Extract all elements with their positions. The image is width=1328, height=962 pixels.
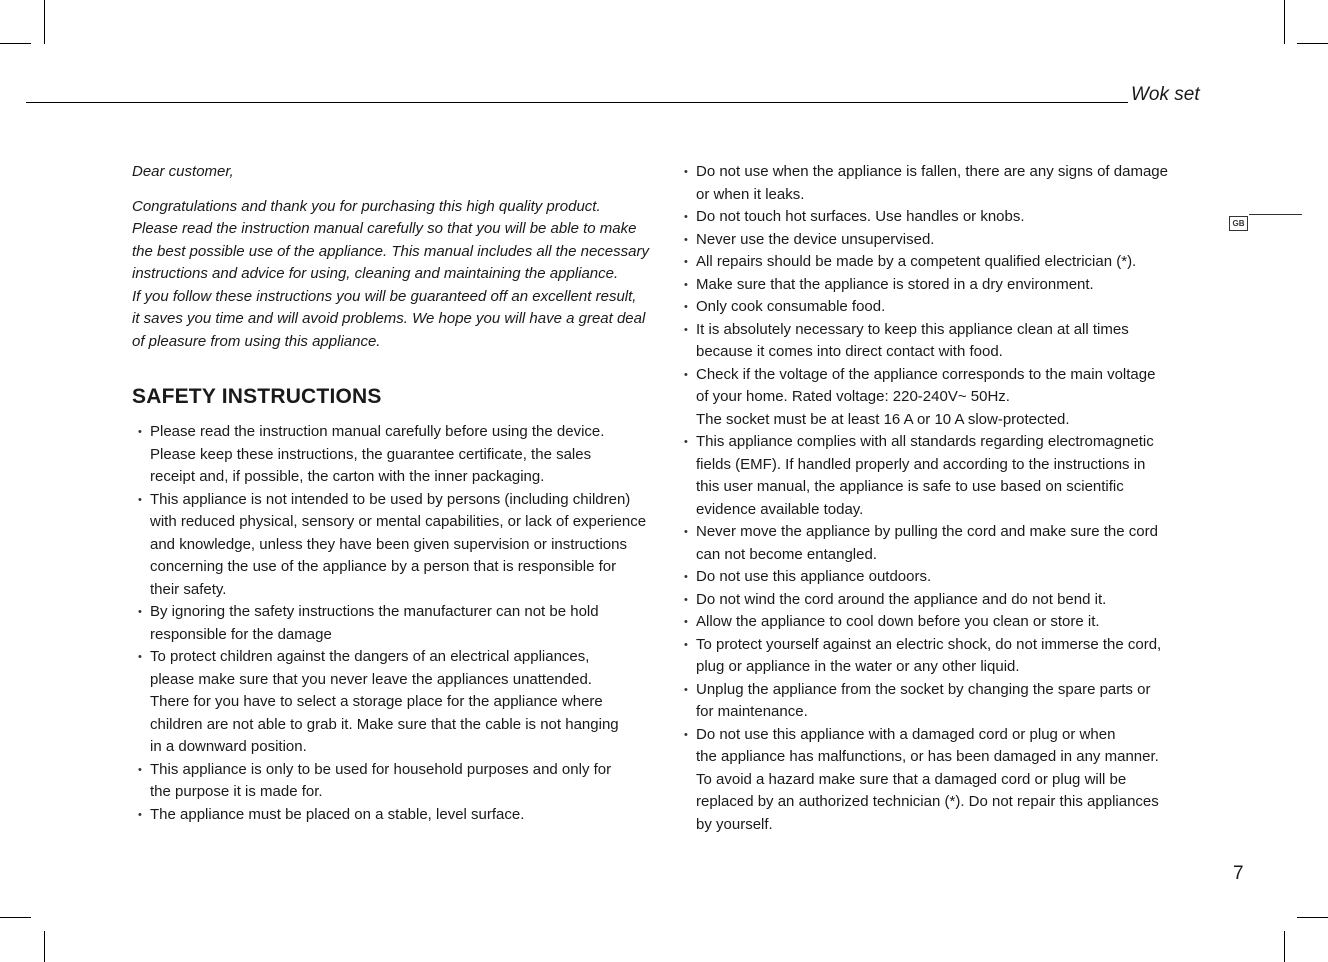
instruction-line: and knowledge, unless they have been given supervision or instructions bbox=[150, 535, 627, 553]
intro-line: of pleasure from using this appliance. bbox=[132, 332, 381, 350]
safety-instruction-item bbox=[680, 161, 1186, 206]
instruction-line: responsible for the damage bbox=[150, 625, 332, 643]
right-column bbox=[680, 161, 1186, 836]
instruction-line: • This appliance complies with all standards regarding electromagnetic bbox=[696, 433, 1154, 450]
instruction-line: • Do not touch hot surfaces. Use handles or knobs. bbox=[696, 208, 1025, 225]
instruction-line: the purpose it is made for. bbox=[150, 783, 323, 800]
instruction-line: evidence available today. bbox=[696, 500, 864, 518]
safety-instruction-item bbox=[680, 274, 1186, 297]
instruction-line: or when it leaks. bbox=[696, 185, 805, 203]
page-number: 7 bbox=[1233, 863, 1244, 884]
language-badge: GB bbox=[1229, 216, 1248, 231]
instruction-line: • Never move the appliance by pulling the cord and make sure the cord bbox=[696, 523, 1158, 540]
safety-list-left bbox=[132, 421, 648, 826]
instruction-line: • To protect children against the dangers of an electrical appliances, bbox=[150, 648, 590, 665]
safety-instruction-item bbox=[132, 601, 648, 646]
instruction-line: • Make sure that the appliance is stored in a dry environment. bbox=[696, 275, 1094, 293]
instruction-line: There for you have to select a storage place for the appliance where bbox=[150, 693, 603, 710]
intro-line: the best possible use of the appliance. This manual includes all the necessary bbox=[132, 242, 649, 260]
instruction-line: • To protect yourself against an electric shock, do not immerse the cord, bbox=[696, 635, 1162, 653]
safety-list-right bbox=[680, 161, 1186, 836]
safety-instruction-item bbox=[680, 229, 1186, 252]
safety-instruction-item bbox=[680, 364, 1186, 432]
crop-mark bbox=[1284, 0, 1285, 44]
instruction-line: • All repairs should be made by a competent qualified electrician (*). bbox=[696, 253, 1137, 270]
section-heading: SAFETY INSTRUCTIONS bbox=[132, 385, 382, 408]
safety-instruction-item bbox=[680, 319, 1186, 364]
crop-mark bbox=[0, 43, 31, 44]
safety-instruction-item bbox=[680, 724, 1186, 837]
instruction-line: • It is absolutely necessary to keep this appliance clean at all times bbox=[696, 320, 1129, 338]
safety-instruction-item bbox=[680, 251, 1186, 274]
crop-mark bbox=[44, 931, 45, 962]
header-rule bbox=[26, 102, 1128, 103]
instruction-line: concerning the use of the appliance by a person that is responsible for bbox=[150, 558, 617, 575]
instruction-line: • Please read the instruction manual carefully before using the device. bbox=[150, 423, 605, 440]
instruction-line: To avoid a hazard make sure that a damaged cord or plug will be bbox=[696, 770, 1127, 788]
instruction-line: • This appliance is only to be used for household purposes and only for bbox=[150, 760, 612, 778]
safety-instruction-item bbox=[680, 521, 1186, 566]
instruction-line: • Never use the device unsupervised. bbox=[696, 230, 935, 248]
instruction-line: • The appliance must be placed on a stable, level surface. bbox=[150, 805, 525, 823]
instruction-line: • Do not wind the cord around the appliance and do not bend it. bbox=[696, 590, 1107, 608]
safety-instruction-item bbox=[680, 206, 1186, 229]
language-rule bbox=[1249, 214, 1302, 215]
instruction-line: • This appliance is not intended to be used by persons (including children) bbox=[150, 490, 631, 508]
instruction-line: their safety. bbox=[150, 580, 227, 598]
instruction-line: of your home. Rated voltage: 220-240V~ 50Hz. bbox=[696, 388, 1010, 405]
instruction-line: plug or appliance in the water or any other liquid. bbox=[696, 658, 1020, 675]
safety-instruction-item bbox=[132, 421, 648, 489]
instruction-line: please make sure that you never leave the appliances unattended. bbox=[150, 670, 592, 688]
instruction-line: • Unplug the appliance from the socket by changing the spare parts or bbox=[696, 680, 1151, 698]
safety-instruction-item bbox=[680, 566, 1186, 589]
safety-instruction-item bbox=[132, 489, 648, 602]
crop-mark bbox=[1297, 917, 1328, 918]
instruction-line: children are not able to grab it. Make sure that the cable is not hanging bbox=[150, 715, 619, 733]
safety-instruction-item bbox=[132, 646, 648, 759]
crop-mark bbox=[44, 0, 45, 44]
instruction-line: • Allow the appliance to cool down before you clean or store it. bbox=[696, 613, 1100, 630]
safety-instruction-item bbox=[680, 589, 1186, 612]
safety-instruction-item bbox=[680, 431, 1186, 521]
intro-line: instructions and advice for using, cleaning and maintaining the appliance. bbox=[132, 265, 619, 282]
instruction-line: in a downward position. bbox=[150, 738, 307, 755]
instruction-line: for maintenance. bbox=[696, 703, 808, 720]
header-title: Wok set bbox=[1131, 84, 1200, 105]
instruction-line: • By ignoring the safety instructions the manufacturer can not be hold bbox=[150, 603, 599, 620]
instruction-line: • Do not use this appliance with a damaged cord or plug or when bbox=[696, 725, 1116, 743]
intro-line: it saves you time and will avoid problems. We hope you will have a great deal bbox=[132, 310, 646, 327]
safety-instruction-item bbox=[680, 634, 1186, 679]
instruction-line: because it comes into direct contact with food. bbox=[696, 343, 1003, 360]
intro-paragraph bbox=[132, 196, 648, 354]
greeting: Dear customer, bbox=[132, 163, 234, 180]
instruction-line: this user manual, the appliance is safe to use based on scientific bbox=[696, 478, 1124, 495]
instruction-line: The socket must be at least 16 A or 10 A slow-protected. bbox=[696, 410, 1070, 428]
instruction-line: • Do not use this appliance outdoors. bbox=[696, 568, 932, 585]
crop-mark bbox=[1297, 43, 1328, 44]
instruction-line: • Check if the voltage of the appliance corresponds to the main voltage bbox=[696, 365, 1156, 383]
instruction-line: by yourself. bbox=[696, 815, 773, 833]
intro-line: If you follow these instructions you will be guaranteed off an excellent result, bbox=[132, 287, 637, 305]
instruction-line: the appliance has malfunctions, or has been damaged in any manner. bbox=[696, 748, 1159, 765]
crop-mark bbox=[0, 917, 31, 918]
safety-instruction-item bbox=[680, 679, 1186, 724]
instruction-line: with reduced physical, sensory or mental capabilities, or lack of experience bbox=[150, 513, 647, 530]
instruction-line: can not become entangled. bbox=[696, 545, 877, 563]
instruction-line: • Only cook consumable food. bbox=[696, 298, 886, 315]
safety-instruction-item bbox=[680, 611, 1186, 634]
instruction-line: replaced by an authorized technician (*). Do not repair this appliances bbox=[696, 793, 1159, 810]
safety-instruction-item bbox=[132, 759, 648, 804]
instruction-line: fields (EMF). If handled properly and according to the instructions in bbox=[696, 455, 1146, 473]
instruction-line: receipt and, if possible, the carton with the inner packaging. bbox=[150, 468, 545, 485]
instruction-line: Please keep these instructions, the guarantee certificate, the sales bbox=[150, 445, 592, 463]
safety-instruction-item bbox=[132, 804, 648, 827]
intro-line: Congratulations and thank you for purchasing this high quality product. bbox=[132, 197, 601, 215]
intro-line: Please read the instruction manual carefully so that you will be able to make bbox=[132, 220, 637, 237]
instruction-line: • Do not use when the appliance is fallen, there are any signs of damage bbox=[696, 163, 1168, 180]
crop-mark bbox=[1284, 931, 1285, 962]
safety-instruction-item bbox=[680, 296, 1186, 319]
left-column bbox=[132, 161, 648, 826]
